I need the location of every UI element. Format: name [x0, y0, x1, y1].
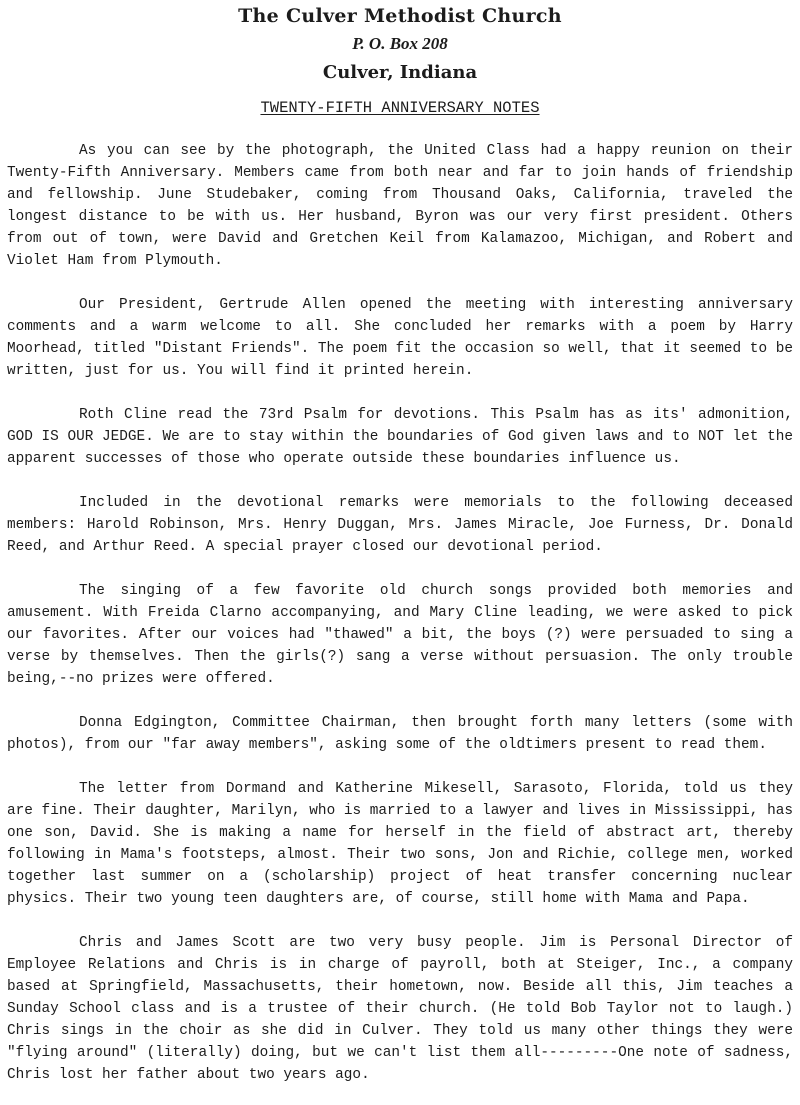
paragraph-psalm: Roth Cline read the 73rd Psalm for devotions. This Psalm has as its' admonition, GOD IS OUR JEDGE. We are to stay within the boundaries of God given laws and to NOT let the apparent successes of those who operate outside these boundaries influence us. [7, 407, 793, 467]
church-location: Culver, Indiana [322, 62, 478, 83]
document-title-wrap [0, 98, 800, 118]
paragraph-reunion: As you can see by the photograph, the United Class had a happy reunion on their Twenty-Fifth Anniversary. Members came from both near and far to join hands of friendship and fellowship. June Studebaker, coming from Thousand Oaks, California, traveled the longest distance to be with us. Her husband, Byron was our very first president. Others from out of town, were David and Gretchen Keil from Kalamazoo, Michigan, and Robert and Violet Ham from Plymouth. [7, 143, 793, 269]
document-title: TWENTY-FIFTH ANNIVERSARY NOTES [260, 99, 540, 117]
paragraph-memorials: Included in the devotional remarks were memorials to the following deceased members: Harold Robinson, Mrs. Henry Duggan, Mrs. James Miracle, Joe Furness, Dr. Donald Reed, and Arthur Reed. A special prayer closed our devotional period. [7, 495, 793, 555]
paragraph-president: Our President, Gertrude Allen opened the meeting with interesting anniversary comments and a warm welcome to all. She concluded her remarks with a poem by Harry Moorhead, titled "Distant Friends". The poem fit the occasion so well, that it seemed to be written, just for us. You will find it printed herein. [7, 297, 793, 379]
letterhead [0, 0, 800, 85]
paragraph-mikesell: The letter from Dormand and Katherine Mikesell, Sarasoto, Florida, told us they are fine. Their daughter, Marilyn, who is married to a lawyer and lives in Mississippi, has one son, David. She is making a name for herself in the field of abstract art, thereby following in Mama's footsteps, almost. Their two sons, Jon and Richie, college men, worked together last summer on a (scholarship) project of heat transfer concerning nuclear physics. Their two young teen daughters are, of course, still home with Mama and Papa. [7, 781, 793, 907]
po-box: P. O. Box 208 [352, 34, 448, 53]
paragraph-letters: Donna Edgington, Committee Chairman, then brought forth many letters (some with photos), from our "far away members", asking some of the oldtimers present to read them. [7, 715, 793, 753]
document-body [7, 140, 793, 1086]
paragraph-scott: Chris and James Scott are two very busy people. Jim is Personal Director of Employee Relations and Chris is in charge of payroll, both at Steiger, Inc., a company based at Springfield, Massachusetts, their hometown, now. Beside all this, Jim teaches a Sunday School class and is a trustee of their church. (He told Bob Taylor not to laugh.) Chris sings in the choir as she did in Culver. They told us many other things they were "flying around" (literally) doing, but we can't list them all---------One note of sadness, Chris lost her father about two years ago. [7, 935, 793, 1083]
paragraph-singing: The singing of a few favorite old church songs provided both memories and amusement. With Freida Clarno accompanying, and Mary Cline leading, we were asked to pick our favorites. After our voices had "thawed" a bit, the boys (?) were persuaded to sing a verse by themselves. Then the girls(?) sang a verse without persuasion. The only trouble being,--no prizes were offered. [7, 583, 793, 687]
church-name: The Culver Methodist Church [238, 5, 562, 27]
